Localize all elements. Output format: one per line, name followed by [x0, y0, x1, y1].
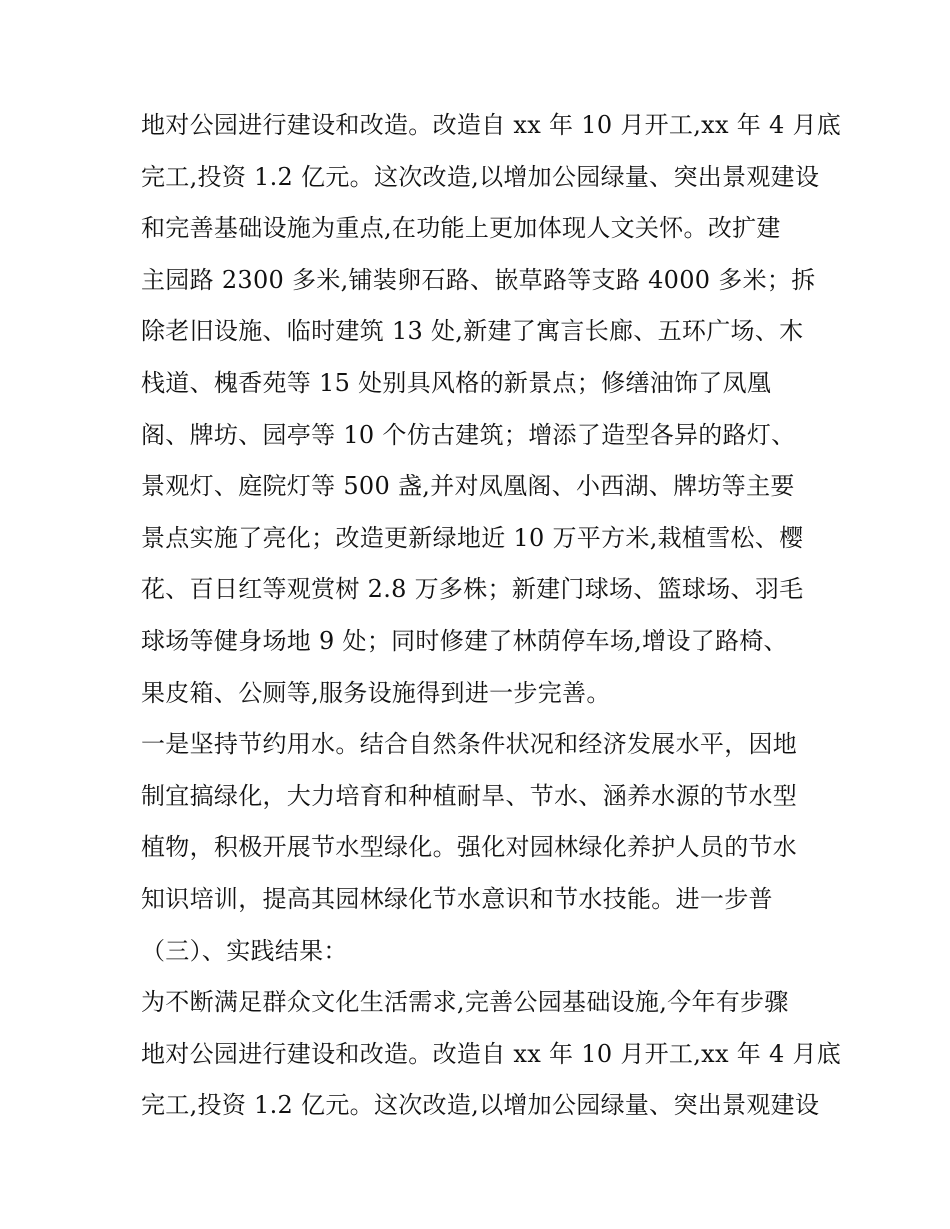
text-line: 栈道、槐香苑等 15 处别具风格的新景点；修缮油饰了凤凰: [141, 368, 772, 397]
text-line: 地对公园进行建设和改造。改造自 xx 年 10 月开工,xx 年 4 月底: [141, 111, 842, 139]
text-line: 植物，积极开展节水型绿化。强化对园林绿化养护人员的节水: [141, 833, 798, 862]
text-line: 景观灯、庭院灯等 500 盏,并对凤凰阁、小西湖、牌坊等主要: [141, 472, 795, 501]
text-line: 主园路 2300 多米,铺装卵石路、嵌草路等支路 4000 多米；拆: [141, 265, 816, 294]
body-text: [141, 100, 842, 1132]
text-line: 景点实施了亮化；改造更新绿地近 10 万平方米,栽植雪松、樱: [141, 523, 804, 552]
text-line: 完工,投资 1.2 亿元。这次改造,以增加公园绿量、突出景观建设: [141, 1091, 820, 1120]
text-line: 地对公园进行建设和改造。改造自 xx 年 10 月开工,xx 年 4 月底: [141, 1039, 842, 1068]
text-line: 花、百日红等观赏树 2.8 万多株；新建门球场、篮球场、羽毛: [141, 575, 804, 604]
text-line: 和完善基础设施为重点,在功能上更加体现人文关怀。改扩建: [141, 214, 781, 243]
text-line: 阁、牌坊、园亭等 10 个仿古建筑；增添了造型各异的路灯、: [141, 420, 796, 449]
text-line: 完工,投资 1.2 亿元。这次改造,以增加公园绿量、突出景观建设: [141, 162, 820, 191]
text-line: 除老旧设施、临时建筑 13 处,新建了寓言长廊、五环广场、木: [141, 317, 804, 346]
text-line: 知识培训，提高其园林绿化节水意识和节水技能。进一步普: [141, 884, 773, 913]
text-line: 球场等健身场地 9 处；同时修建了林荫停车场,增设了路椅、: [141, 626, 788, 655]
text-line: 为不断满足群众文化生活需求,完善公园基础设施,今年有步骤: [141, 988, 789, 1017]
text-line: 一是坚持节约用水。结合自然条件状况和经济发展水平，因地: [141, 730, 798, 759]
text-line: 制宜搞绿化，大力培育和种植耐旱、节水、涵养水源的节水型: [141, 781, 798, 810]
section-heading: （三）、实践结果：: [141, 936, 348, 965]
text-line: 果皮箱、公厕等,服务设施得到进一步完善。: [141, 678, 611, 707]
